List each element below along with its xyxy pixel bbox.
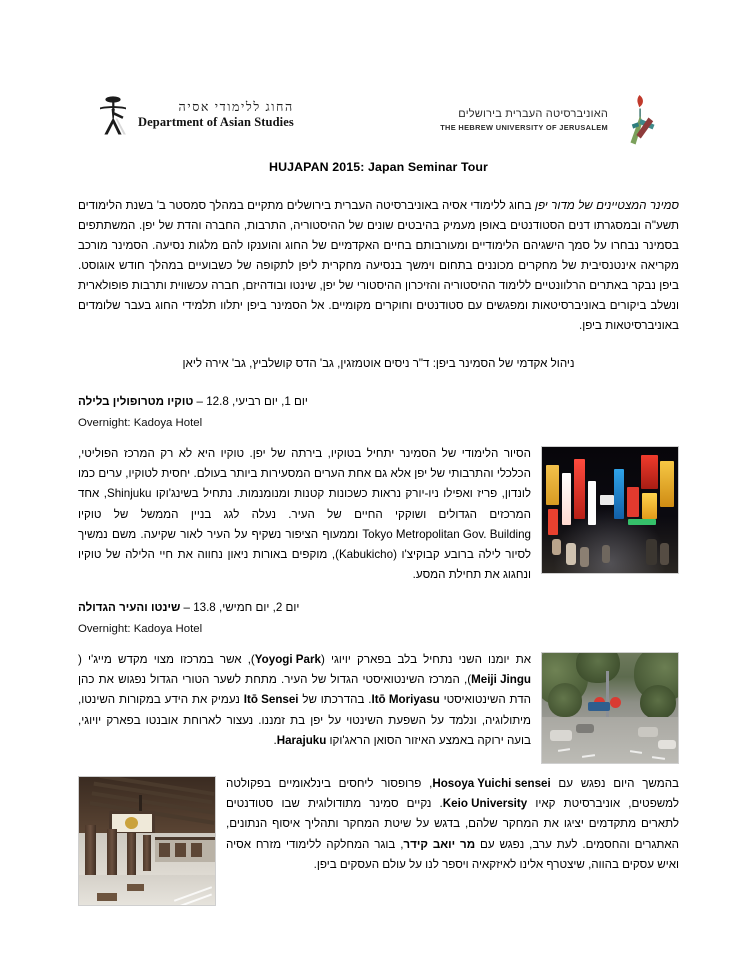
asian-studies-logo-text [138, 100, 294, 129]
asian-studies-english: Department of Asian Studies [138, 114, 294, 129]
inline-latin-term: Keio University [442, 797, 528, 811]
intro-rest: בחוג ללימודי אסיה באוניברסיטה העברית בירושלים מתקיים במהלך סמסטר ב' בשנת הלימודים תשע"ה ובמסגרתו דנים הסטודנטים באופן מעמיק בהיבטים שונים של ההיסטוריה, התרבות, החברה והדת של יפן. המשתתפים בסמינר נבחרו על סמך הישגיהם הלימודיים ומעורבותם בחיים האקדמיים של החוג והוענקו להם מלגות נסיעה. הסמינר מורכב מקריאה אינטנסיבית של מחקרים מכוננים בתחום וימשך בנסיעה מחקרית ליפן לתקופה של כשבועיים במהלך חודש אוגוסט. ביפן נבקר באתרים הרלוונטיים ללימוד ההיסטוריה והזיכרון ההיסטורי של יפן, שינטו ובודהיזם, חברה עכשווית ותרבות פופולארית ונשלב ביקורים באוניברסיטאות ומפגשים עם סטודנטים וחוקרים מקומיים. אל הסמינר ביפן יתלוו תלמידי החוג בעבר שלומדים באוניברסיטאות ביפן. [78, 199, 679, 332]
intro-paragraph [78, 196, 679, 336]
day-2-overnight: Overnight: Kadoya Hotel [78, 622, 203, 635]
hebrew-university-emblem-icon [618, 94, 662, 146]
asian-studies-logo [96, 92, 294, 136]
inline-text: . נקיים סמינר מתודולוגית שבו סטודנטים לתארים מתקדמים יציגו את המחקר שלהם, בדגש על שיטת המחקר ותהליך איסוף הנתונים, האתגרים והחסמים. לעת ערב, נפגש עם [226, 797, 679, 851]
intro-italic-lead: סמינר המצטיינים של מדור יפן [534, 199, 679, 212]
shinjuku-night-photo-image [542, 447, 678, 573]
inline-text: ), המרכז השינטואיסטי הגדול של העיר. מתחת לשער הטורי הגדול נפגוש את כהן הדת השינטואיסטי [78, 673, 531, 707]
asian-studies-hebrew: החוג ללימודי אסיה [178, 99, 294, 114]
inline-text: וממעוף הציפור נשקיף על העיר לאור שקיעה. משם נמשיך לסיור לילה ברובע קבוקיצ'ו ( [78, 527, 531, 561]
inline-text: הסיור הלימודי של הסמינר יתחיל בטוקיו, בירתה של יפן. טוקיו היא לא רק המרכז הפוליטי, הכלכלי והתרבותי של יפן אלא גם אחת הערים המסעירות ביותר בעולם. יחסית לטוקיו, ערים כמו לונדון, פריז ואפילו ניו-יורק נראות כשכונות קטנות ומנומנמות. נתחיל בשינג'וקו [78, 447, 532, 501]
inline-text: בהמשך היום נפגש עם [550, 777, 679, 791]
inline-latin-term: Meiji Jingu [471, 673, 531, 687]
day-2-heading [78, 599, 679, 618]
day-2-section-continued [78, 774, 679, 910]
inline-text: ), אשר במרכזו מצוי מקדש מייג'י ( [78, 653, 255, 667]
asian-studies-figure-icon [96, 92, 130, 136]
meiji-jingu-shrine-photo-image [79, 777, 215, 905]
inline-latin-term: Yoyogi Park [254, 653, 321, 667]
inline-text: נעמיק את הידע במקורות השינטו, מיתולוגיה, ונלמד על השפעת השינטוי על יפן בת זמננו. נעצור לארוחת אובנטו בפארק יויוגי, בועה ירוקה באמצע האיזור הסואן הראג'וקו [78, 693, 531, 747]
day-1-heading [78, 393, 679, 412]
inline-latin-term: Itō Moriyasu [371, 693, 440, 707]
page-header [0, 92, 747, 154]
inline-text: . בהדרכתו של [298, 693, 372, 707]
inline-latin-term: Hosoya Yuichi sensei [432, 777, 551, 791]
hebrew-university-english: THE HEBREW UNIVERSITY OF JERUSALEM [440, 123, 608, 132]
harajuku-boulevard-photo-image [542, 653, 678, 763]
day-2-heading-bold: שינטו והעיר הגדולה [78, 601, 181, 615]
inline-text: , פרופסור ליחסים בינלאומיים בפקולטה למשפטים, אוניברסיטת קאיו [226, 777, 679, 811]
inline-latin-term: Kabukicho [338, 547, 394, 561]
day-1-heading-plain: יום 1, יום רביעי, 12.8 – [193, 395, 308, 409]
meiji-jingu-shrine-photo [78, 776, 216, 906]
day-2-section [78, 650, 679, 768]
academic-leadership-line: ניהול אקדמי של הסמינר ביפן: ד"ר ניסים אוטמזגין, גב' הדס קושלביץ, גב' אירה ליאן [182, 356, 575, 370]
inline-latin-term: Shinjuku [106, 487, 152, 501]
inline-text: מר יואב קידר [403, 837, 476, 851]
harajuku-boulevard-photo [541, 652, 679, 764]
inline-text: את יומנו השני נתחיל בלב בפארק יויוגי ( [320, 653, 531, 667]
day-1-section [78, 444, 679, 585]
day-1-overnight: Overnight: Kadoya Hotel [78, 416, 203, 429]
inline-latin-term: Itō Sensei [243, 693, 299, 707]
day-2-heading-plain: יום 2, יום חמישי, 13.8 – [180, 601, 300, 615]
inline-latin-term: Harajuku [276, 733, 327, 747]
inline-text: . [273, 733, 277, 747]
document-body [78, 160, 679, 910]
hebrew-university-logo [440, 94, 662, 146]
day-1-heading-bold: טוקיו מטרופולין בלילה [78, 395, 194, 409]
inline-latin-term: Tokyo Metropolitan Gov. Building [362, 527, 531, 541]
hebrew-university-logo-text [440, 108, 608, 133]
inline-text: , בוגר המחלקה ללימודי מזרח אסיה ואיש עסקים בהווה, שיצטרף אלינו לאיזקאיה ויספר לנו על עולם העסקים ביפן. [226, 837, 679, 871]
page-title: HUJAPAN 2015: Japan Seminar Tour [269, 160, 488, 174]
hebrew-university-hebrew: האוניברסיטה העברית בירושלים [458, 107, 608, 120]
shinjuku-night-photo [541, 446, 679, 574]
inline-text: , אחד המרכזים הגדולים ושוקקי החיים של העיר. נעלה לגג בניין הממשל של טוקיו [78, 487, 531, 521]
inline-text: ), מוקפים באורות ניאון נחווה את חיי הלילה של טוקיו ונחגוג את תחילת המסע. [78, 547, 531, 582]
